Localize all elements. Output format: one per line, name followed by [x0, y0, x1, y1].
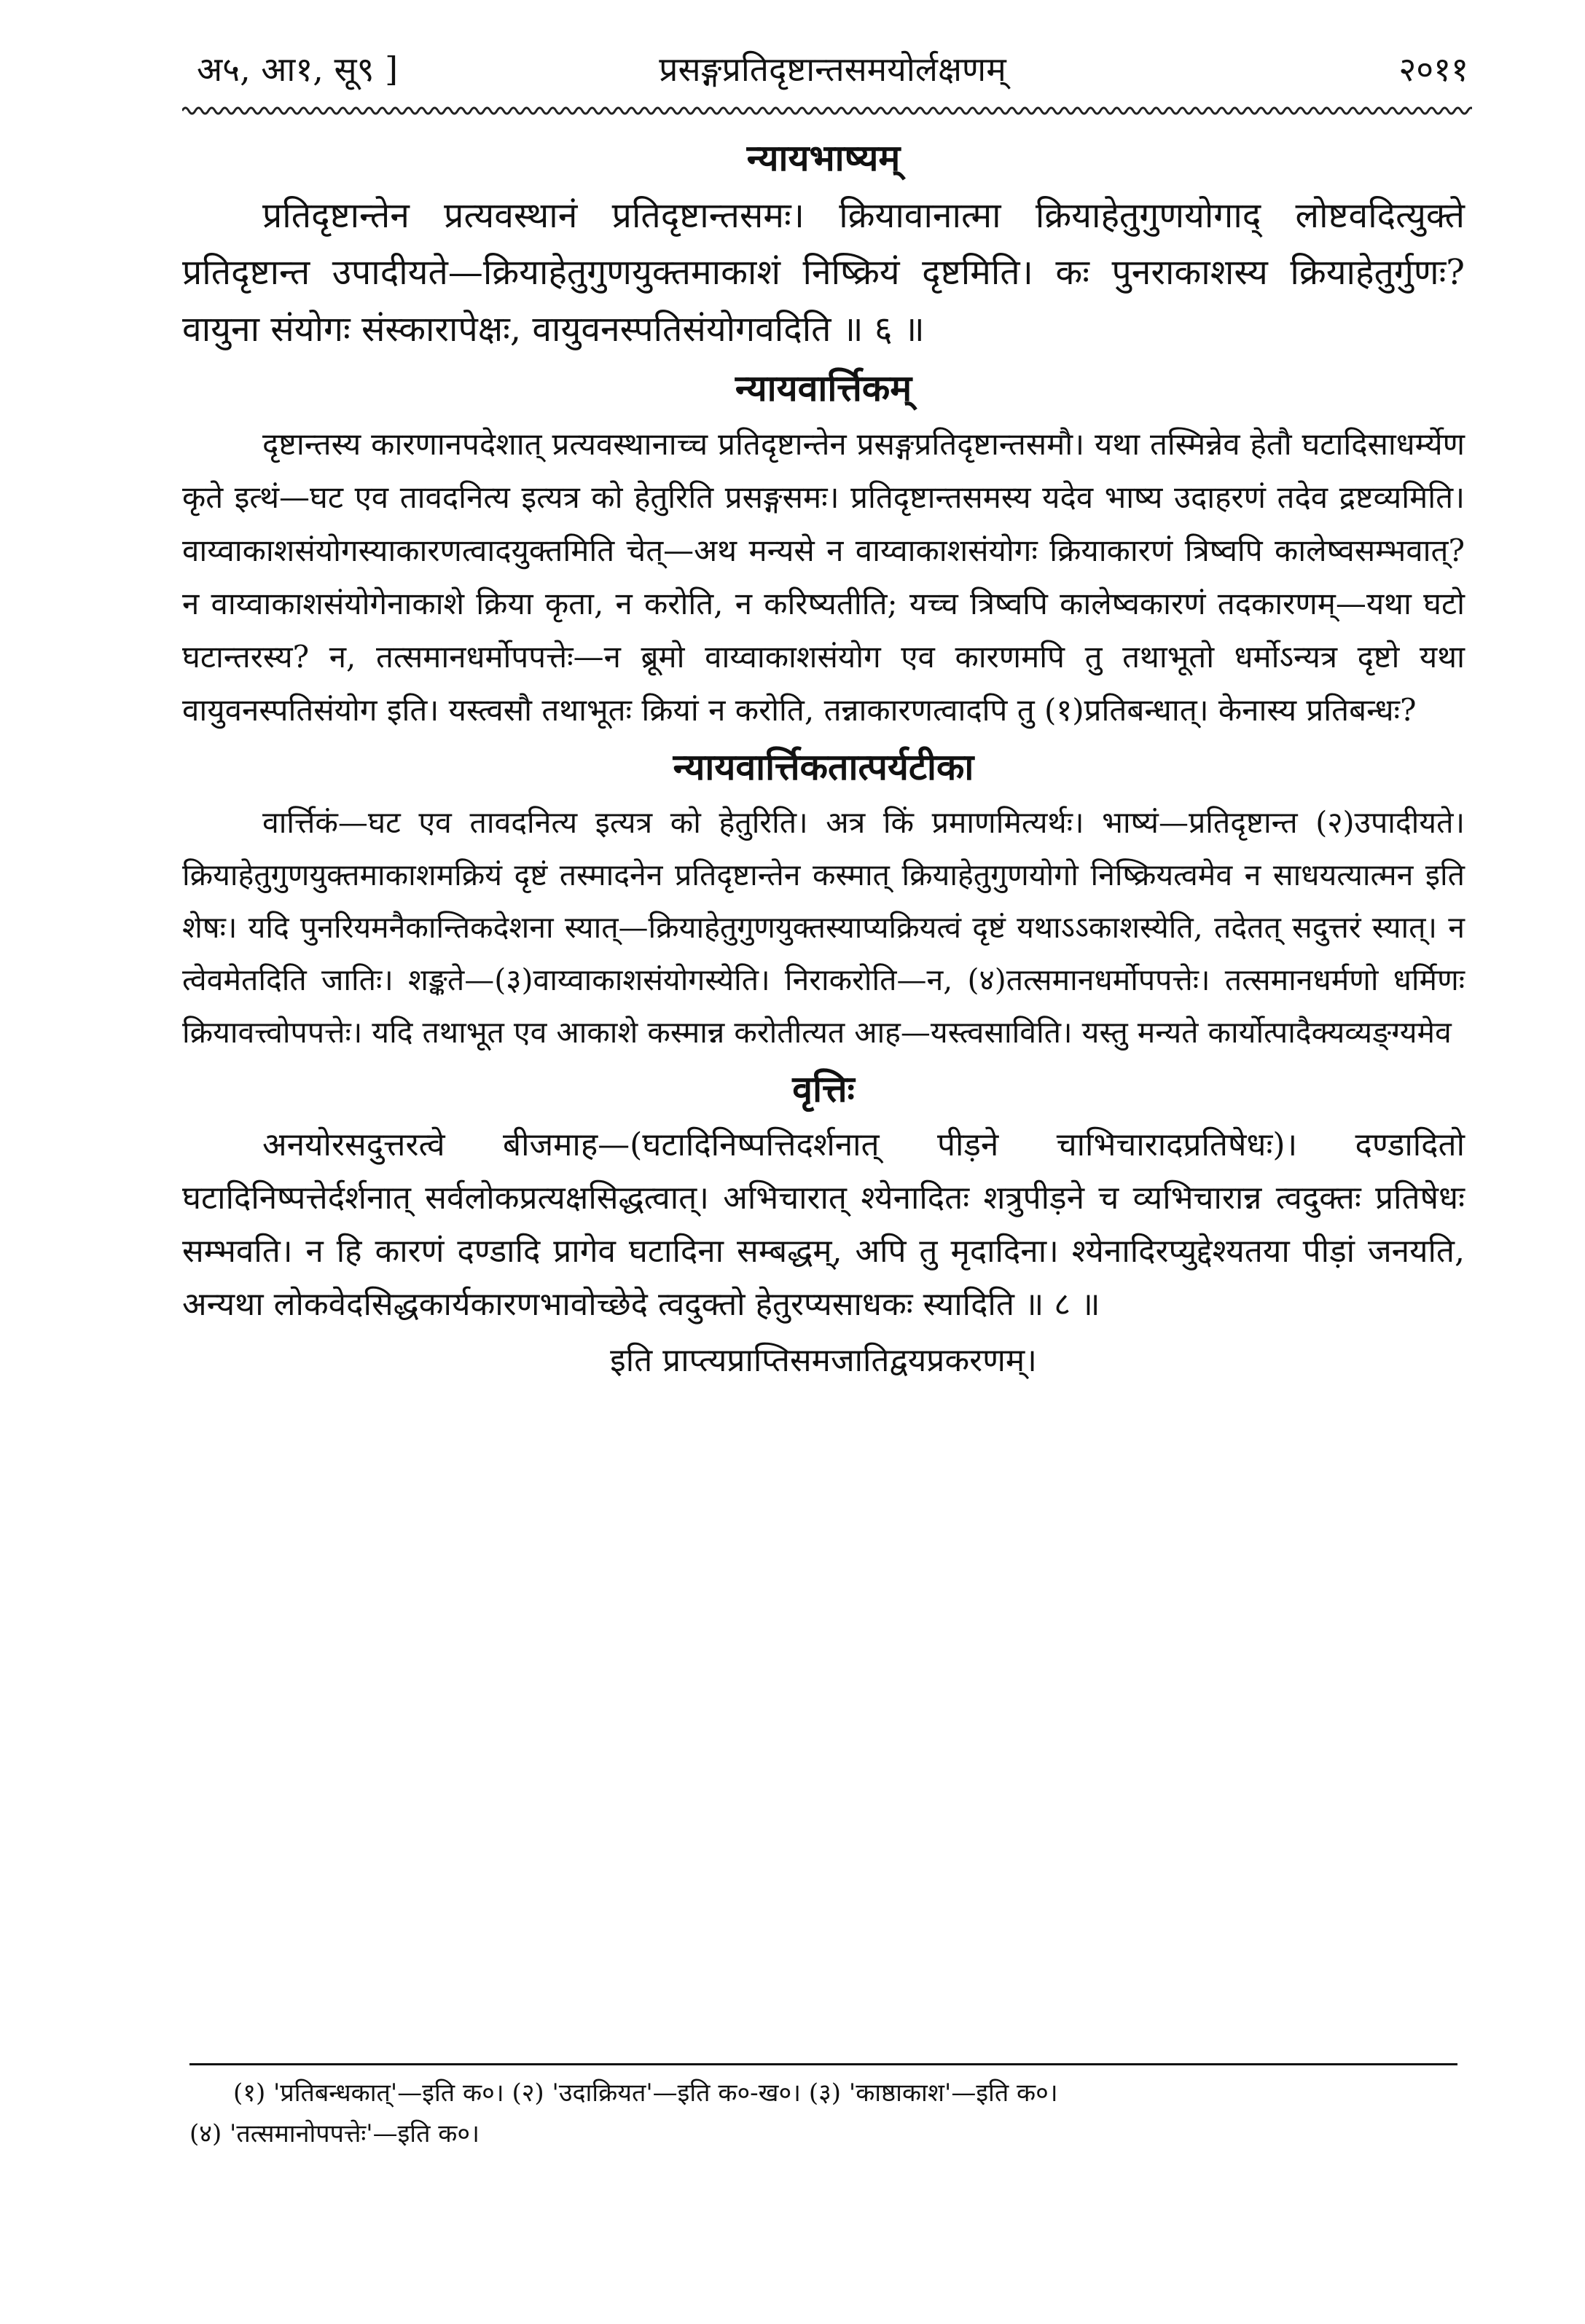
tika-heading: न्यायवार्त्तिकतात्पर्यटीका [673, 745, 974, 788]
section-reference: अ५, आ१, सू९ ] [197, 50, 399, 89]
bhashya-text: प्रतिदृष्टान्तेन प्रत्यवस्थानं प्रतिदृष्टान्तसमः। क्रियावानात्मा क्रियाहेतुगुणयोगाद् लोष्टवदित्युक्ते प्रतिदृष्टान्त उपादीयते—क्रियाहेतुगुणयुक्तमाकाशं निष्क्रियं दृष्टमिति। कः पुनराकाशस्य क्रियाहेतुर्गुणः? वायुना संयोगः संस्कारापेक्षः, वायुवनस्पतिसंयोगवदिति ॥ ६ ॥ [182, 195, 1465, 350]
footnote-rule [189, 2063, 1457, 2065]
vartika-text: दृष्टान्तस्य कारणानपदेशात् प्रत्यवस्थानाच्च प्रतिदृष्टान्तेन प्रसङ्गप्रतिदृष्टान्तसमौ। यथा तस्मिन्नेव हेतौ घटादिसाधर्म्येण कृते इत्थं—घट एव तावदनित्य इत्यत्र को हेतुरिति प्रसङ्गसमः। प्रतिदृष्टान्तसमस्य यदेव भाष्य उदाहरणं तदेव द्रष्टव्यमिति। वाय्वाकाशसंयोगस्याकारणत्वादयुक्तमिति चेत्—अथ मन्यसे न वाय्वाकाशसंयोगः क्रियाकारणं त्रिष्वपि कालेष्वसम्भवात्? न वाय्वाकाशसंयोगेनाकाशे क्रिया कृता, न करोति, न करिष्यतीति; यच्च त्रिष्वपि कालेष्वकारणं तदकारणम्—यथा घटो घटान्तरस्य? न, तत्समानधर्मोपपत्तेः—न ब्रूमो वाय्वाकाशसंयोग एव कारणमपि तु तथाभूतो धर्मोऽन्यत्र दृष्टो यथा वायुवनस्पतिसंयोग इति। यस्त्वसौ तथाभूतः क्रियां न करोति, तन्नाकारणत्वादपि तु (१)प्रतिबन्धात्। केनास्य प्रतिबन्धः? [182, 426, 1465, 728]
vritti-text: अनयोरसदुत्तरत्वे बीजमाह—(घटादिनिष्पत्तिदर्शनात् पीड़ने चाभिचारादप्रतिषेधः)। दण्डादितो घटादिनिष्पत्तेर्दर्शनात् सर्वलोकप्रत्यक्षसिद्धत्वात्। अभिचारात् श्येनादितः शत्रुपीड़ने च व्यभिचारान्न त्वदुक्तः प्रतिषेधः सम्भवति। न हि कारणं दण्डादि प्रागेव घटादिना सम्बद्धम्, अपि तु मृदादिना। श्येनादिरप्युद्देश्यतया पीड़ां जनयति, अन्यथा लोकवेदसिद्धकार्यकारणभावोच्छेदे त्वदुक्तो हेतुरप्यसाधकः स्यादिति ॥ ८ ॥ [182, 1126, 1465, 1323]
footnotes [189, 2073, 1457, 2154]
vritti-heading: वृत्तिः [792, 1067, 855, 1110]
vartika-heading: न्यायवार्त्तिकम् [735, 366, 912, 409]
colophon: इति प्राप्त्यप्राप्तिसमजातिद्वयप्रकरणम्। [610, 1342, 1037, 1379]
wavy-rule [182, 102, 1472, 119]
page-number: २०११ [1398, 50, 1468, 89]
footnote-line: (४) 'तत्समानोपपत्तेः'—इति क०। [189, 2119, 480, 2148]
running-head [197, 40, 1468, 98]
page-body [182, 127, 1465, 1388]
footnote-line: (१) 'प्रतिबन्धकात्'—इति क०। (२) 'उदाक्रियत'—इति क०-ख०। (३) 'काष्ठाकाश'—इति क०। [233, 2078, 1058, 2108]
tika-text: वार्त्तिकं—घट एव तावदनित्य इत्यत्र को हेतुरिति। अत्र किं प्रमाणमित्यर्थः। भाष्यं—प्रतिदृष्टान्त (२)उपादीयते। क्रियाहेतुगुणयुक्तमाकाशमक्रियं दृष्टं तस्मादनेन प्रतिदृष्टान्तेन कस्मात् क्रियाहेतुगुणयोगो निष्क्रियत्वमेव न साधयत्यात्मन इति शेषः। यदि पुनरियमनैकान्तिकदेशना स्यात्—क्रियाहेतुगुणयुक्तस्याप्यक्रियत्वं दृष्टं यथाऽऽकाशस्येति, तदेतत् सदुत्तरं स्यात्। न त्वेवमेतदिति जातिः। शङ्कते—(३)वाय्वाकाशसंयोगस्येति। निराकरोति—न, (४)तत्समानधर्मोपपत्तेः। तत्समानधर्मणो धर्मिणः क्रियावत्त्वोपपत्तेः। यदि तथाभूत एव आकाशे कस्मान्न करोतीत्यत आह—यस्त्वसाविति। यस्तु मन्यते कार्योत्पादैक्यव्यङ्ग्यमेव [182, 805, 1465, 1050]
chapter-title: प्रसङ्गप्रतिदृष्टान्तसमयोर्लक्षणम् [659, 50, 1006, 89]
bhashya-heading: न्यायभाष्यम् [746, 136, 901, 179]
